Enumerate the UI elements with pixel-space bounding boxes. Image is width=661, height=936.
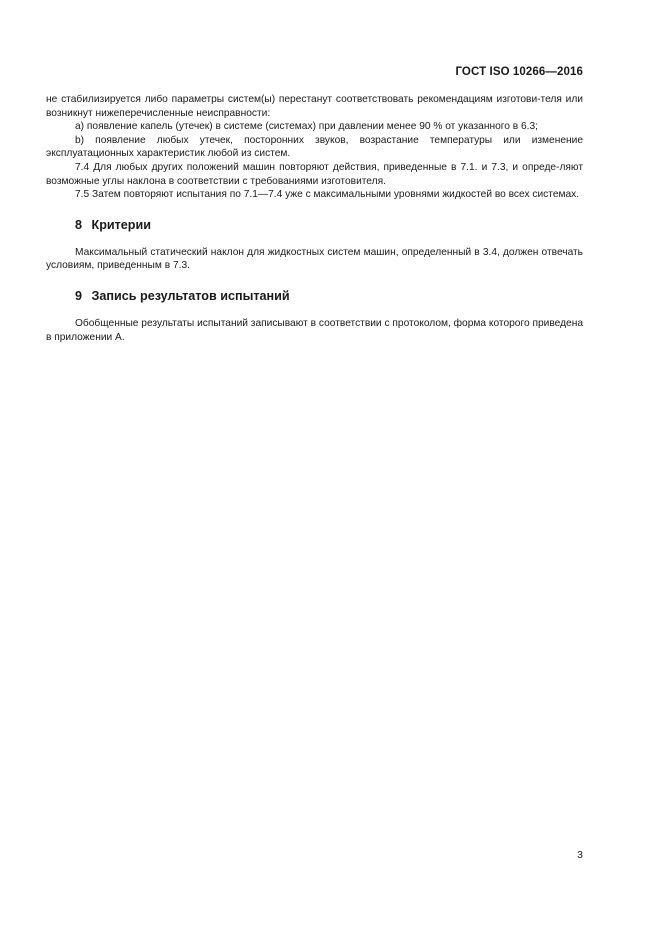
section-9-heading bbox=[75, 289, 583, 303]
section-8-title: Критерии bbox=[91, 217, 151, 232]
page-number: 3 bbox=[577, 849, 583, 861]
section-9-number: 9 bbox=[75, 288, 83, 303]
section-9-title: Запись результатов испытаний bbox=[91, 288, 290, 303]
section-8-heading bbox=[75, 218, 583, 232]
clause-7-4: 7.4 Для любых других положений машин повторяют действия, приведенные в 7.1. и 7.3, и опреде-ляют возможные углы наклона в соответствии с требованиями изготовителя. bbox=[46, 161, 583, 187]
document-code-header: ГОСТ ISO 10266—2016 bbox=[455, 66, 583, 78]
list-item-a: а) появление капель (утечек) в системе (системах) при давлении менее 90 % от указанного в 6.3; bbox=[75, 121, 538, 133]
paragraph-continuation: не стабилизируется либо параметры систем(ы) перестанут соответствовать рекомендациям изготови-теля или возникнут нижеперечисленные неисправности: bbox=[46, 94, 583, 119]
section-8-text: Максимальный статический наклон для жидкостных систем машин, определенный в 3.4, должен отвечать условиям, приведенным в 7.3. bbox=[46, 246, 583, 272]
clause-7-5: 7.5 Затем повторяют испытания по 7.1—7.4 уже с максимальными уровнями жидкостей во всех системах. bbox=[75, 189, 580, 201]
page-content bbox=[46, 93, 583, 344]
section-9-text: Обобщенные результаты испытаний записывают в соответствии с протоколом, форма которого приведена в приложении А. bbox=[46, 317, 583, 343]
list-item-b: b) появление любых утечек, посторонних звуков, возрастание температуры или изменение эксплуатационных характеристик любой из систем. bbox=[46, 134, 583, 160]
section-8-number: 8 bbox=[75, 217, 83, 232]
